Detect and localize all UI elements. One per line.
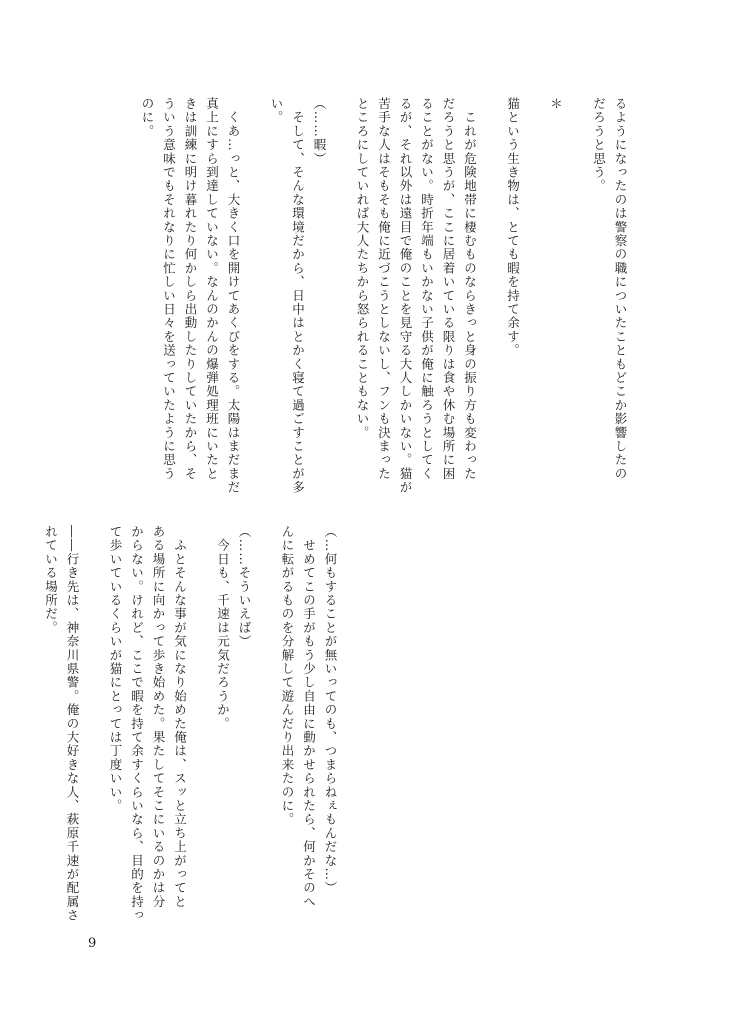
upper-line-14: （……暇） xyxy=(312,97,327,166)
upper-line-21: ういう意味でもそれなりに忙しい日々を送っていたように思う xyxy=(161,97,177,481)
lower-line-5: 今日も、千速は元気だろうか。 xyxy=(215,525,231,731)
lower-line-2: んに転がるものを分解して遊んだり出来たのに。 xyxy=(280,525,295,827)
upper-line-12: ところにしていれば大人たちから怒られることもない。 xyxy=(355,97,370,440)
lower-line-10: て歩いているくらいが猫にとっては丁度いい。 xyxy=(108,525,123,813)
lower-line-7: ふとそんな事が気になり始めた俺は、スッと立ち上がってと xyxy=(172,525,188,909)
upper-line-22: のに。 xyxy=(140,97,155,139)
upper-line-1: だろうと思う。 xyxy=(591,97,607,193)
lower-text-block xyxy=(40,525,341,925)
upper-line-20: きは訓練に明け暮れたり何かしら出動したりしていたから、そ xyxy=(183,97,198,481)
upper-line-3: ＊ xyxy=(548,97,564,111)
upper-line-11: 苦手な人はそもそも俺に近づこうとしないし、フンも決まった xyxy=(376,97,392,481)
upper-line-18: くあ…っと、大きく口を開けてあくびをする。太陽はまだまだ xyxy=(226,97,241,495)
lower-line-9: からない。けれど、ここで暇を持て余すくらいなら、目的を持っ xyxy=(129,525,145,923)
upper-line-7: これが危険地帯に棲むものならきっと身の振り方も変わった xyxy=(462,97,478,481)
lower-line-13: れている場所だ。 xyxy=(43,525,59,635)
lower-line-0: （…何もすることが無いってのも、つまらねぇもんだな…） xyxy=(323,525,338,895)
upper-line-5: 猫という生き物は、とても暇を持て余す。 xyxy=(505,97,521,358)
upper-line-0: るようになったのは警察の職についたこともどこか影響したの xyxy=(613,97,628,481)
upper-line-13 xyxy=(330,97,352,497)
lower-line-3 xyxy=(255,525,277,925)
upper-line-8: だろうと思うが、ここに居着いている限りは食や休む場所に困 xyxy=(441,97,456,481)
page-number: 9 xyxy=(88,936,97,951)
upper-line-6 xyxy=(481,97,503,497)
upper-line-4 xyxy=(524,97,546,497)
upper-line-17 xyxy=(244,97,266,497)
lower-line-6 xyxy=(191,525,213,925)
upper-line-15: そして、そんな環境だから、日中はとかく寝て過ごすことが多 xyxy=(290,97,306,495)
lower-line-8: ある場所に向かって歩き始めた。果たしてそこにいるのかは分 xyxy=(151,525,166,909)
upper-line-2 xyxy=(567,97,589,497)
lower-line-11 xyxy=(83,525,105,925)
upper-line-9: ることがない。時折年端もいかない子供が俺に触ろうとしてく xyxy=(419,97,435,481)
lower-line-4: （……そういえば） xyxy=(237,525,252,649)
upper-text-block xyxy=(137,97,632,497)
upper-line-16: い。 xyxy=(269,97,284,125)
lower-line-12: ――行き先は、神奈川県警。俺の大好きな人、萩原千速が配属さ xyxy=(65,525,80,923)
upper-line-10: るが、それ以外は遠目で俺のことを見守る大人しかいない。猫が xyxy=(398,97,413,495)
upper-line-19: 真上にすら到達していない。なんのかんの爆弾処理班にいたと xyxy=(204,97,220,481)
lower-line-1: せめてこの手がもう少し自由に動かせられたら、何かそのへ xyxy=(301,525,317,909)
